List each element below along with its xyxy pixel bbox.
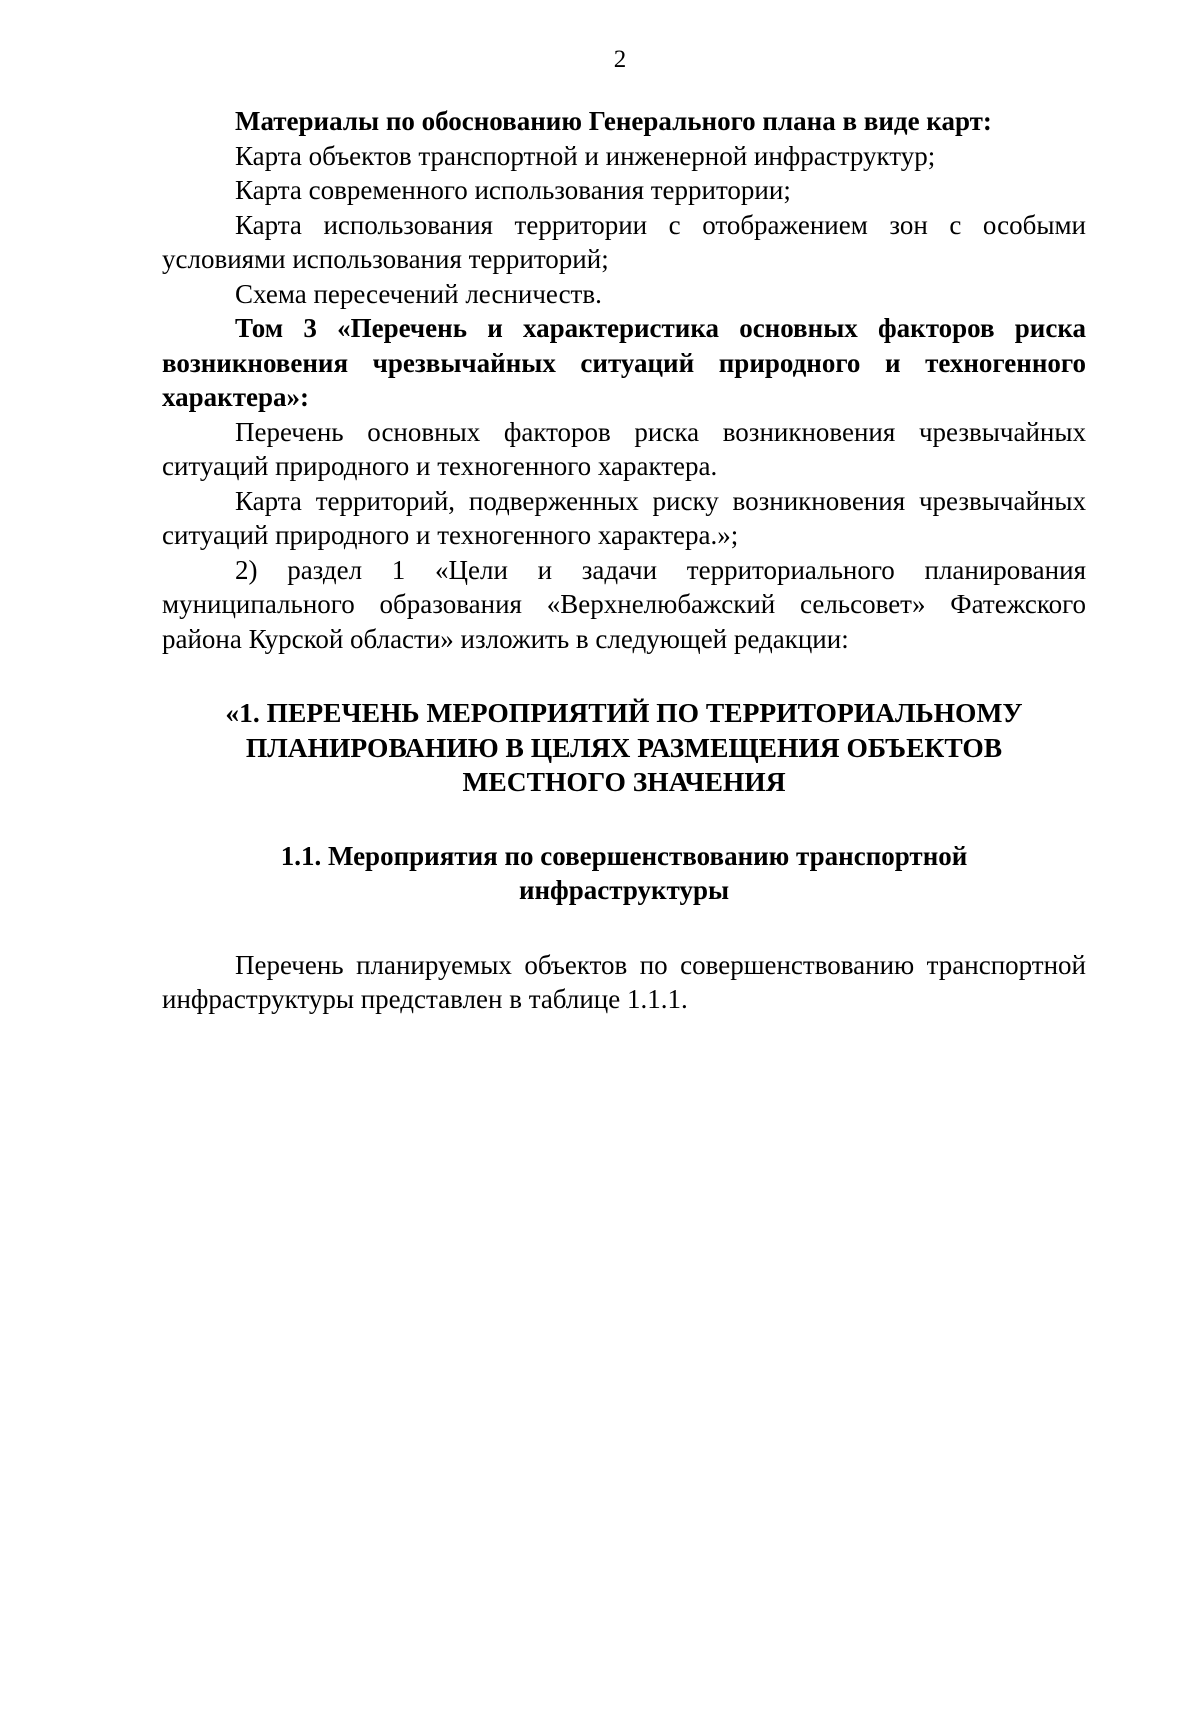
- paragraph-materials-heading: Материалы по обоснованию Генерального плана в виде карт:: [235, 106, 992, 136]
- paragraph-section-1-amendment: 2) раздел 1 «Цели и задачи территориального планирования муниципального образования «Верхнелюбажский сельсовет» Фатежского района Курской области» изложить в следующей редакции:: [162, 554, 1086, 654]
- paragraph-map-special-zones: Карта использования территории с отображением зон с особыми условиями использования территорий;: [162, 209, 1086, 274]
- document-body: [162, 104, 1086, 1017]
- paragraph-forestry-scheme: Схема пересечений лесничеств.: [235, 278, 602, 309]
- paragraph-transport-objects-list: Перечень планируемых объектов по совершенствованию транспортной инфраструктуры представлен в таблице 1.1.1.: [162, 949, 1086, 1014]
- paragraph-risk-territories-map: Карта территорий, подверженных риску возникновения чрезвычайных ситуаций природного и техногенного характера.»;: [162, 485, 1086, 550]
- subsection-heading-line-2: инфраструктуры: [518, 875, 730, 905]
- subsection-heading-line-1: 1.1. Мероприятия по совершенствованию транспортной: [280, 840, 968, 871]
- page-number: 2: [613, 46, 627, 73]
- section-heading-line-1: «1. ПЕРЕЧЕНЬ МЕРОПРИЯТИЙ ПО ТЕРРИТОРИАЛЬНОМУ: [225, 697, 1023, 728]
- paragraph-volume-3: Том 3 «Перечень и характеристика основных факторов риска возникновения чрезвычайных ситуаций природного и техногенного характера»:: [162, 313, 1086, 412]
- paragraph-map-current-use: Карта современного использования территории;: [235, 175, 791, 205]
- section-heading-line-3: МЕСТНОГО ЗНАЧЕНИЯ: [462, 766, 786, 797]
- section-heading: [162, 696, 1086, 800]
- paragraph-map-infrastructure: Карта объектов транспортной и инженерной инфраструктур;: [235, 140, 936, 171]
- section-heading-line-2: ПЛАНИРОВАНИЮ В ЦЕЛЯХ РАЗМЕЩЕНИЯ ОБЪЕКТОВ: [245, 731, 1003, 763]
- subsection-heading: [162, 839, 1086, 908]
- paragraph-risk-factors-list: Перечень основных факторов риска возникновения чрезвычайных ситуаций природного и техногенного характера.: [162, 416, 1086, 481]
